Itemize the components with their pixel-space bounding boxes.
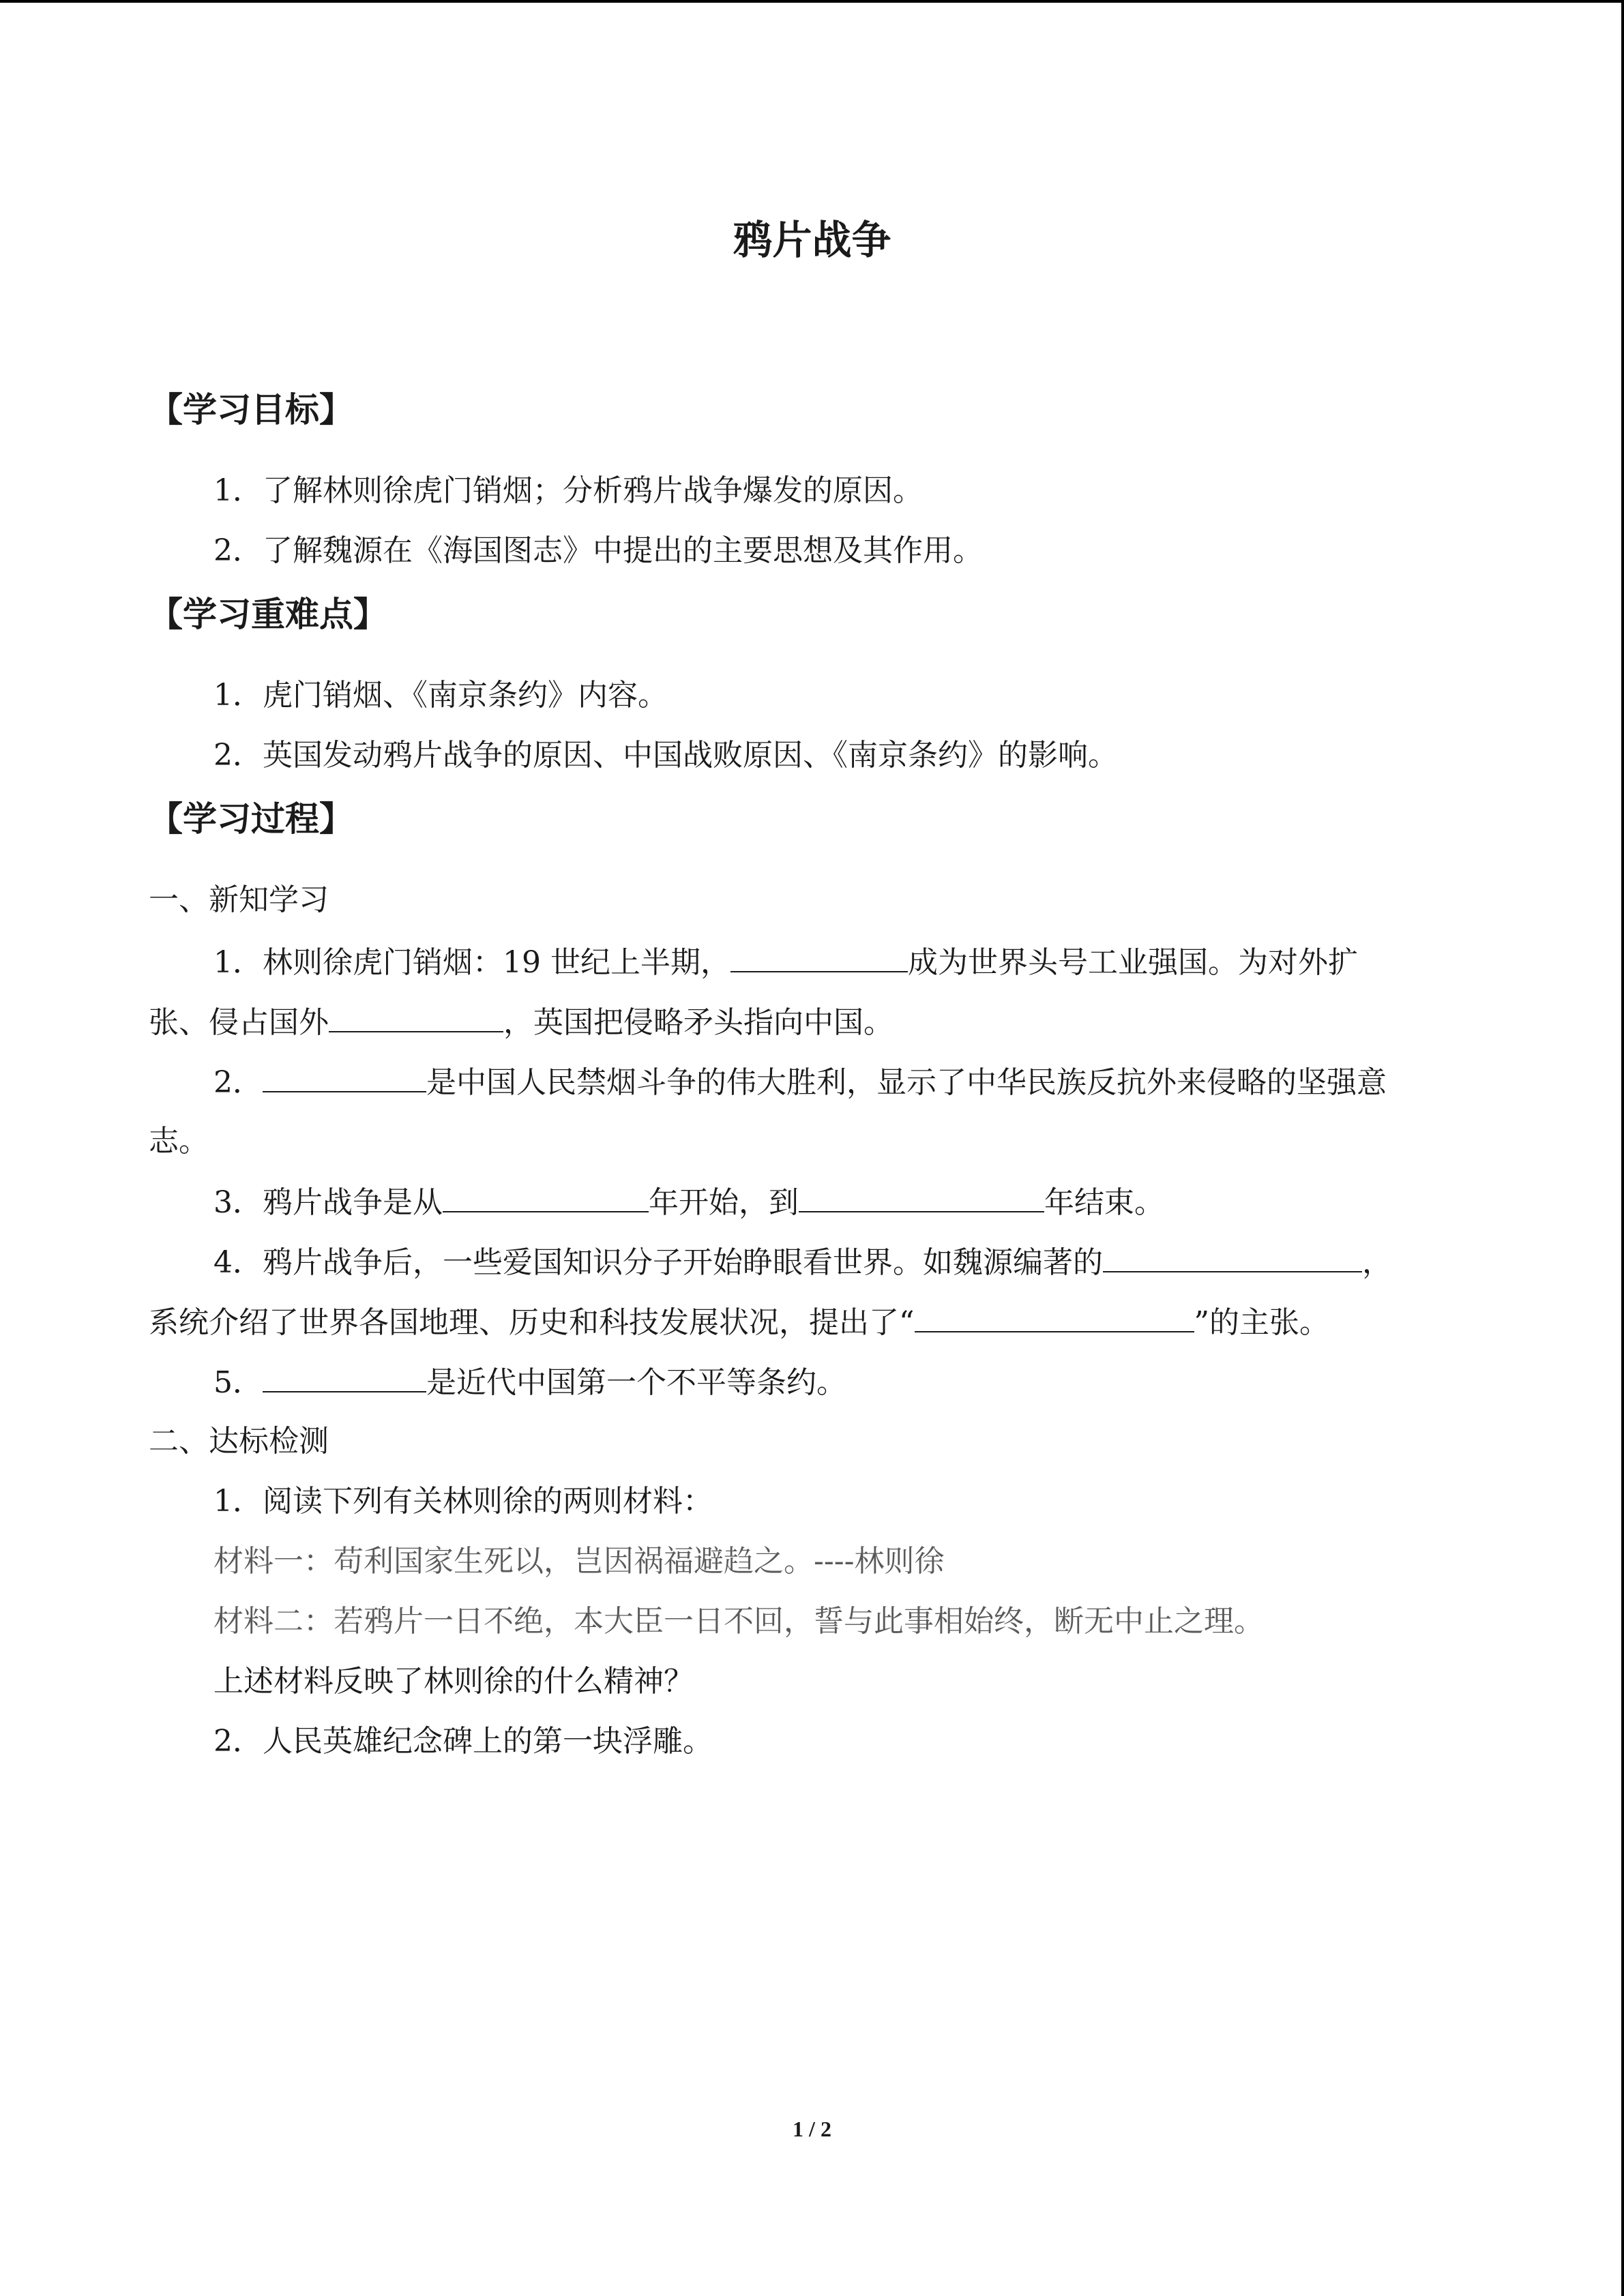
q4-text-c: 系统介绍了世界各国地理、历史和科技发展状况，提出了“ [149, 1305, 915, 1340]
new-knowledge-q5 [213, 1360, 846, 1405]
q4-text-b: ， [1362, 1245, 1392, 1280]
q5-text-a: 5． [213, 1365, 263, 1400]
q3-text-b: 年开始，到 [649, 1185, 799, 1220]
q5-text-b: 是近代中国第一个不平等条约。 [426, 1365, 846, 1400]
fill-blank-q1-2[interactable] [329, 1000, 503, 1032]
fill-blank-q4-idea[interactable] [915, 1300, 1194, 1332]
fill-blank-q5[interactable] [263, 1360, 426, 1392]
page-border-top [0, 0, 1624, 3]
fill-blank-q1-1[interactable] [730, 940, 908, 972]
q4-text-a: 4．鸦片战争后，一些爱国知识分子开始睁眼看世界。如魏源编著的 [213, 1245, 1103, 1280]
new-knowledge-q2-line2: 志。 [149, 1124, 209, 1159]
new-knowledge-q1-line2 [149, 1000, 894, 1045]
fill-blank-q2[interactable] [263, 1060, 426, 1092]
section-heading-process: 【学习过程】 [149, 799, 353, 839]
q2-text-a: 2． [213, 1065, 263, 1100]
q3-text-c: 年结束。 [1044, 1185, 1164, 1220]
assessment-question: 上述材料反映了林则徐的什么精神？ [213, 1664, 694, 1699]
q2-text-b: 是中国人民禁烟斗争的伟大胜利，显示了中华民族反抗外来侵略的坚强意 [426, 1065, 1387, 1100]
q1-text-c: 张、侵占国外 [149, 1005, 329, 1040]
page-number: 1 / 2 [793, 2117, 831, 2141]
assessment-q1: 1．阅读下列有关林则徐的两则材料： [213, 1484, 713, 1519]
subsection-heading-assessment: 二、达标检测 [149, 1424, 329, 1459]
new-knowledge-q4-line1 [213, 1240, 1392, 1285]
key-point-item-2: 2．英国发动鸦片战争的原因、中国战败原因、《南京条约》的影响。 [213, 738, 1118, 773]
new-knowledge-q1-line1 [213, 940, 1358, 985]
fill-blank-q4-book[interactable] [1103, 1240, 1362, 1272]
q3-text-a: 3．鸦片战争是从 [213, 1185, 443, 1220]
key-point-item-1: 1．虎门销烟、《南京条约》内容。 [213, 678, 668, 713]
assessment-material-2: 材料二：若鸦片一日不绝，本大臣一日不回，誓与此事相始终，断无中止之理。 [213, 1604, 1264, 1639]
assessment-q2: 2．人民英雄纪念碑上的第一块浮雕。 [213, 1724, 713, 1759]
new-knowledge-q2-line1 [213, 1060, 1387, 1105]
section-heading-key-points: 【学习重难点】 [149, 595, 387, 634]
fill-blank-q3-start-year[interactable] [443, 1180, 649, 1212]
new-knowledge-q4-line2 [149, 1300, 1329, 1345]
q4-text-d: ”的主张。 [1194, 1305, 1329, 1340]
goal-item-2: 2．了解魏源在《海国图志》中提出的主要思想及其作用。 [213, 533, 983, 568]
goal-item-1: 1．了解林则徐虎门销烟；分析鸦片战争爆发的原因。 [213, 473, 923, 508]
page-border-right [1621, 0, 1624, 2296]
page-title: 鸦片战争 [733, 217, 891, 263]
section-heading-goals: 【学习目标】 [149, 390, 353, 430]
new-knowledge-q3 [213, 1180, 1164, 1225]
assessment-material-1: 材料一：苟利国家生死以，岂因祸福避趋之。----林则徐 [213, 1544, 945, 1579]
q1-text-b: 成为世界头号工业强国。为对外扩 [907, 945, 1358, 980]
subsection-heading-new-knowledge: 一、新知学习 [149, 882, 329, 917]
q1-text-a: 1．林则徐虎门销烟：19 世纪上半期， [213, 945, 730, 980]
fill-blank-q3-end-year[interactable] [799, 1180, 1044, 1212]
q1-text-d: ，英国把侵略矛头指向中国。 [503, 1005, 894, 1040]
